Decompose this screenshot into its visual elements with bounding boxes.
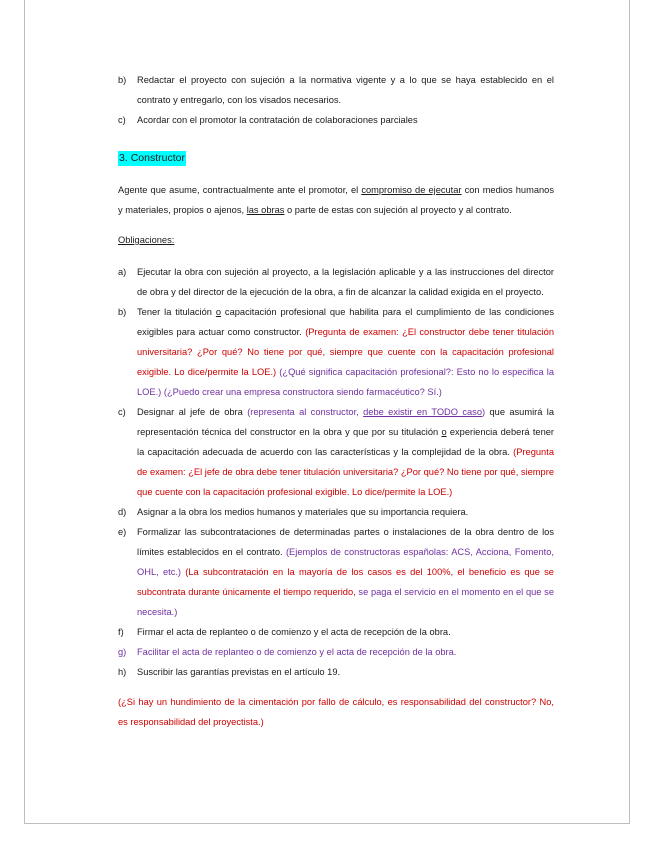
page-content	[118, 70, 554, 732]
section-number: 3.	[119, 152, 128, 164]
obligation-item-c	[118, 402, 554, 502]
list-text: Tener la titulación	[137, 307, 216, 317]
side-note: )	[482, 407, 486, 417]
side-note: (Ejemplos de constructoras españolas: ACS, Acciona, Fomento, OHL, etc.)	[137, 547, 554, 577]
list-marker: a)	[118, 267, 127, 277]
list-text: Designar al jefe de obra	[137, 407, 248, 417]
underlined-word: o	[441, 427, 447, 437]
list-marker: b)	[118, 75, 127, 85]
obligation-item-g	[118, 642, 554, 662]
side-note: (representa al constructor,	[247, 407, 364, 417]
definition-text: Agente que asume, contractualmente ante el promotor, el	[118, 185, 362, 195]
obligaciones-label: Obligaciones:	[118, 235, 175, 245]
list-marker: c)	[118, 407, 126, 417]
list-marker: h)	[118, 667, 127, 677]
list-text: Firmar el acta de replanteo o de comienzo y el acta de recepción de la obra.	[137, 627, 451, 637]
definition-text: o parte de estas con sujeción al proyecto y al contrato.	[284, 205, 512, 215]
section-title: Constructor	[130, 152, 185, 164]
list-marker: b)	[118, 307, 127, 317]
list-text: Asignar a la obra los medios humanos y materiales que su importancia requiera.	[137, 507, 469, 517]
definition-underlined: compromiso de ejecutar	[361, 185, 462, 195]
side-note: se paga el servicio en el momento en el que se necesita.)	[137, 587, 554, 617]
definition-text: con medios humanos y materiales, propios o ajenos,	[118, 185, 554, 215]
underlined-word: o	[215, 307, 222, 317]
list-item-c-prev	[118, 110, 554, 130]
section-heading	[118, 148, 554, 168]
list-text: capacitación profesional que habilita para el cumplimiento de las condiciones exigibles para actuar como constructor.	[137, 307, 554, 337]
definition-paragraph	[118, 180, 554, 220]
obligation-item-f	[118, 622, 554, 642]
obligation-item-h	[118, 662, 554, 682]
list-text: que asumirá la representación técnica del constructor en la obra y que por su titulación	[137, 407, 555, 437]
obligation-item-b	[118, 302, 554, 402]
list-text: Facilitar el acta de replanteo o de comienzo y el acta de recepción de la obra.	[137, 647, 457, 657]
section-heading-highlight	[118, 151, 186, 166]
list-text: Redactar el proyecto con sujeción a la normativa vigente y a lo que se haya establecido en el contrato y entregarlo, con los visados necesarios.	[137, 75, 554, 105]
document-page	[24, 0, 630, 824]
list-text: Acordar con el promotor la contratación de colaboraciones parciales	[137, 115, 418, 125]
side-note: (¿Qué significa capacitación profesional?: Esto no lo especifica la LOE.) (¿Puedo crear una empresa constructora siendo farmacéutico? Sí.)	[137, 367, 554, 397]
list-marker: d)	[118, 507, 127, 517]
final-note: (¿Si hay un hundimiento de la cimentación por fallo de cálculo, es responsabilidad del constructor? No, es responsabilidad del proyectista.)	[118, 697, 554, 727]
list-marker: g)	[118, 647, 127, 657]
exam-note: (Pregunta de examen: ¿El jefe de obra debe tener titulación universitaria? ¿Por qué? No tiene por qué, siempre que cuente con la capacitación profesional exigible. Lo dice/permite la LOE.)	[137, 447, 554, 497]
side-note-underlined: debe existir en TODO caso	[363, 407, 483, 417]
list-marker: f)	[118, 627, 124, 637]
list-text: Suscribir las garantías previstas en el artículo 19.	[137, 667, 341, 677]
exam-note: (Pregunta de examen: ¿El constructor debe tener titulación universitaria? ¿Por qué? No tiene por qué, siempre que cuente con la capacitación profesional exigible. Lo dice/permite la LOE.)	[137, 327, 554, 377]
list-text: Ejecutar la obra con sujeción al proyecto, a la legislación aplicable y a las instrucciones del director de obra y del director de la ejecución de la obra, a fin de alcanzar la calidad exigida en el proyecto.	[137, 267, 554, 297]
list-text: Formalizar las subcontrataciones de determinadas partes o instalaciones de la obra dentro de los límites establecidos en el contrato.	[137, 527, 554, 557]
definition-underlined: las obras	[246, 205, 285, 215]
obligation-item-e	[118, 522, 554, 622]
list-text: experiencia deberá tener la capacitación adecuada de acuerdo con las características y la complejidad de la obra.	[137, 427, 555, 457]
obligation-item-d	[118, 502, 554, 522]
list-marker: c)	[118, 115, 126, 125]
exam-note: (La subcontratación en la mayoría de los casos es del 100%, el beneficio es que se subcontrata durante únicamente el tiempo requerido,	[137, 567, 554, 597]
list-marker: e)	[118, 527, 127, 537]
obligation-item-a	[118, 262, 554, 302]
list-item-b-prev	[118, 70, 554, 110]
